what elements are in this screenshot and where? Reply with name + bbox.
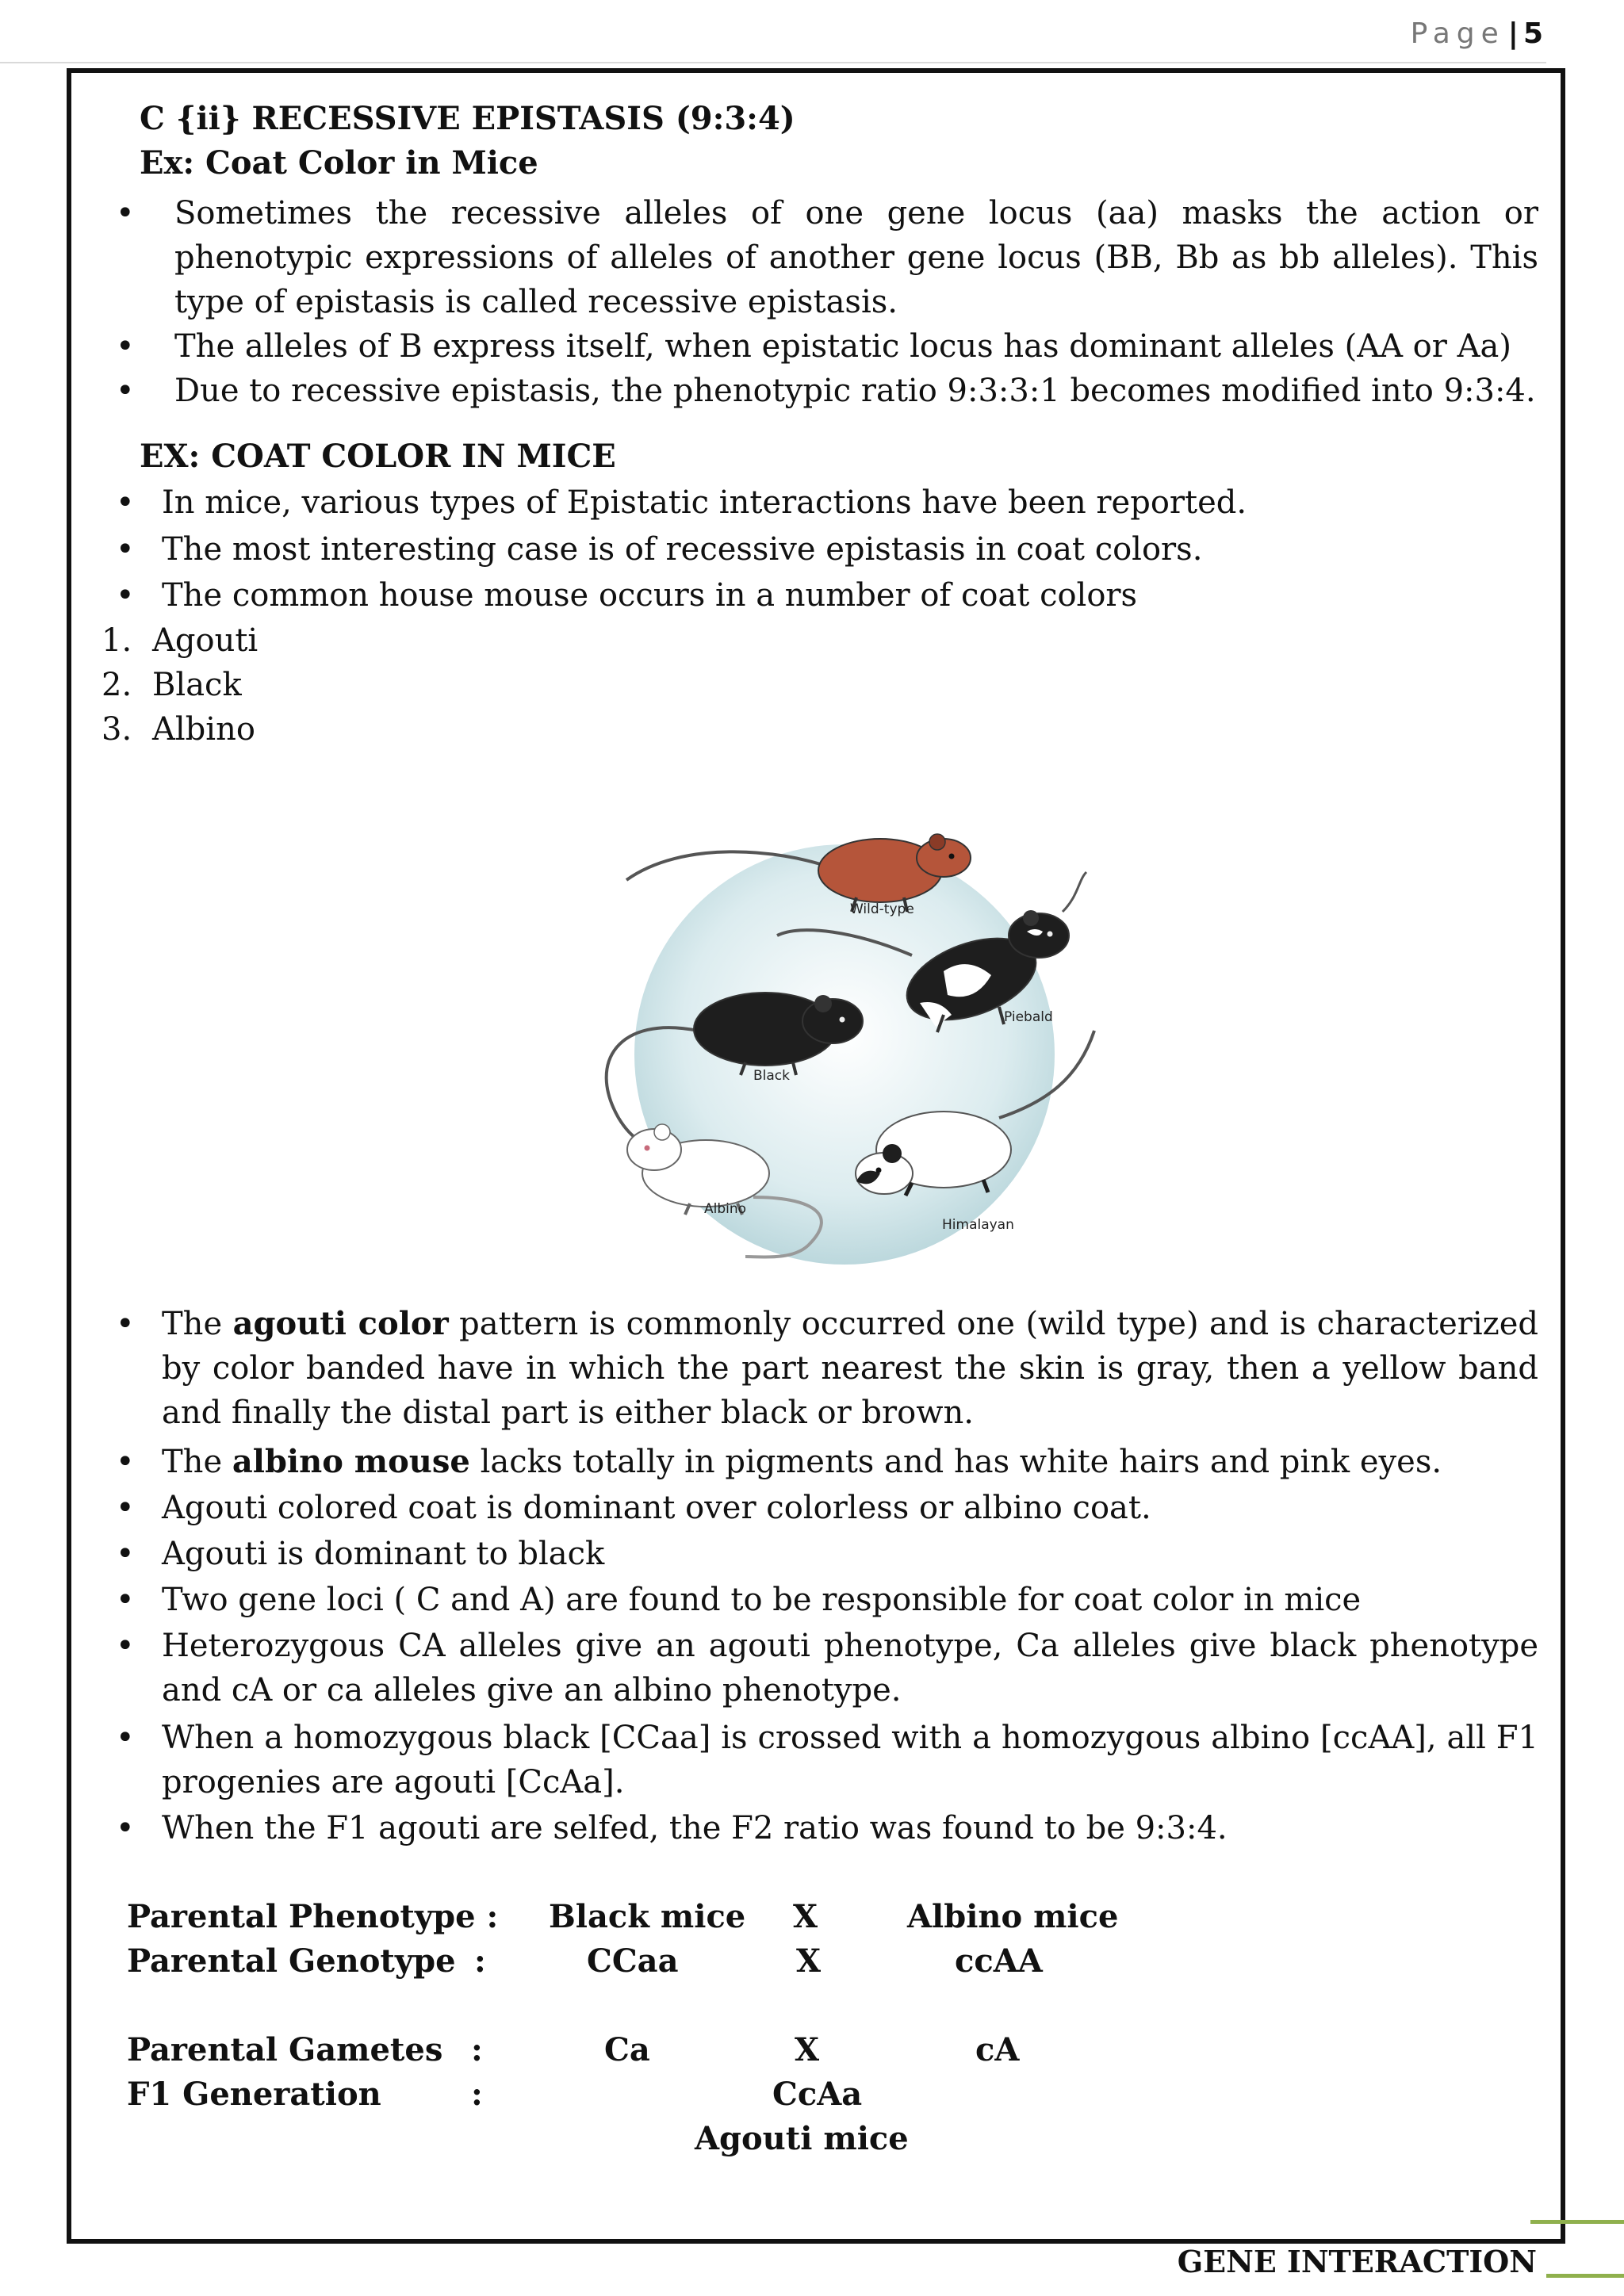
albino-label: Albino	[704, 1201, 747, 1217]
bullet-dot: •	[116, 373, 135, 409]
agouti-color-term: agouti color	[232, 1305, 449, 1342]
cross-row2-right: ccAA	[955, 1942, 1043, 1980]
bullet-text: Agouti colored coat is dominant over colorless or albino coat.	[162, 1490, 1151, 1526]
cross-row2-left: CCaa	[587, 1942, 679, 1980]
page-header: Page | 5	[1410, 17, 1543, 50]
cross-row1-label: Parental Phenotype :	[127, 1898, 499, 1935]
list-item: Black	[152, 667, 242, 703]
footer-title: GENE INTERACTION	[1177, 2244, 1537, 2279]
bullet-dot: •	[116, 1628, 135, 1664]
header-rule	[0, 62, 1546, 63]
list-number: 1.	[102, 622, 132, 659]
bullet-text: In mice, various types of Epistatic interactions have been reported.	[162, 484, 1247, 521]
cross-row3-label: Parental Gametes	[127, 2031, 443, 2068]
bullet-dot: •	[116, 1582, 135, 1618]
bullet-text: Agouti is dominant to black	[162, 1536, 605, 1572]
himalayan-label: Himalayan	[942, 1217, 1014, 1233]
cross-row2-colon: :	[474, 1942, 486, 1980]
page-number: 5	[1522, 17, 1543, 50]
bullet-dot: •	[116, 1444, 135, 1480]
list-number: 3.	[102, 711, 132, 748]
cross-row1-right: Albino mice	[907, 1898, 1119, 1935]
bullet-dot: •	[116, 1810, 135, 1846]
cross-row1-x: X	[793, 1898, 818, 1935]
wild-type-label: Wild-type	[850, 901, 914, 917]
bullet-text: Two gene loci ( C and A) are found to be responsible for coat color in mice	[162, 1582, 1362, 1618]
cross-row4-center: CcAa	[772, 2076, 863, 2113]
bullet-text: Heterozygous CA alleles give an agouti phenotype, Ca alleles give black phenotype and cA or ca alleles give an albino phenotype.	[162, 1628, 1538, 1709]
bullet-text: When the F1 agouti are selfed, the F2 ratio was found to be 9:3:4.	[162, 1810, 1228, 1846]
section2-title: EX: COAT COLOR IN MICE	[140, 438, 616, 475]
cross-row5-center: Agouti mice	[695, 2120, 909, 2157]
footer-accent-line	[1530, 2220, 1624, 2224]
bullet-text: The agouti color pattern is commonly occurred one (wild type) and is characterized by color banded have in which the part nearest the skin is gray, then a yellow band and finally the distal part is either black or brown.	[162, 1305, 1539, 1431]
black-label: Black	[753, 1068, 790, 1084]
bullet-text: The alleles of B express itself, when epistatic locus has dominant alleles (AA or Aa)	[174, 328, 1511, 365]
section-subtitle: Ex: Coat Color in Mice	[140, 144, 538, 182]
cross-row3-left: Ca	[604, 2031, 650, 2068]
bullet-dot: •	[116, 1490, 135, 1526]
cross-row4-colon: :	[471, 2076, 483, 2113]
cross-row3-right: cA	[975, 2031, 1020, 2068]
cross-row3-colon: :	[471, 2031, 483, 2068]
cross-row2-x: X	[796, 1942, 822, 1980]
bullet-dot: •	[116, 195, 135, 232]
piebald-label: Piebald	[1004, 1009, 1053, 1025]
bullet-dot: •	[116, 1720, 135, 1756]
bullet-dot: •	[116, 1536, 135, 1572]
list-number: 2.	[102, 667, 132, 703]
cross-row1-left: Black mice	[549, 1898, 746, 1935]
mice-coat-color-illustration	[571, 825, 1118, 1269]
bullet-text: The common house mouse occurs in a number of coat colors	[162, 577, 1138, 614]
bullet-dot: •	[116, 531, 135, 568]
bullet-dot: •	[116, 328, 135, 365]
bullet-text: The albino mouse lacks totally in pigments and has white hairs and pink eyes.	[162, 1443, 1442, 1480]
cross-row2-label: Parental Genotype	[127, 1942, 456, 1980]
page-word: Page	[1410, 17, 1505, 50]
footer-accent-line	[1546, 2274, 1624, 2278]
list-item: Albino	[152, 711, 255, 748]
bullet-text: The most interesting case is of recessive epistasis in coat colors.	[162, 531, 1203, 568]
albino-mouse-term: albino mouse	[232, 1443, 470, 1480]
cross-row3-x: X	[795, 2031, 820, 2068]
bullet-text: Sometimes the recessive alleles of one gene locus (aa) masks the action or phenotypic expressions of alleles of another gene locus (BB, Bb as bb alleles). This type of epistasis is called recessive epistasis.	[174, 195, 1538, 320]
bullet-text: When a homozygous black [CCaa] is crossed with a homozygous albino [ccAA], all F1 progenies are agouti [CcAa].	[162, 1720, 1538, 1800]
section-title: C {ii} RECESSIVE EPISTASIS (9:3:4)	[140, 100, 795, 137]
list-item: Agouti	[152, 622, 259, 659]
cross-row4-label: F1 Generation	[127, 2076, 381, 2113]
bullet-dot: •	[116, 484, 135, 521]
bullet-dot: •	[116, 1306, 135, 1342]
bullet-dot: •	[116, 577, 135, 614]
bullet-text: Due to recessive epistasis, the phenotypic ratio 9:3:3:1 becomes modified into 9:3:4.	[174, 373, 1536, 409]
